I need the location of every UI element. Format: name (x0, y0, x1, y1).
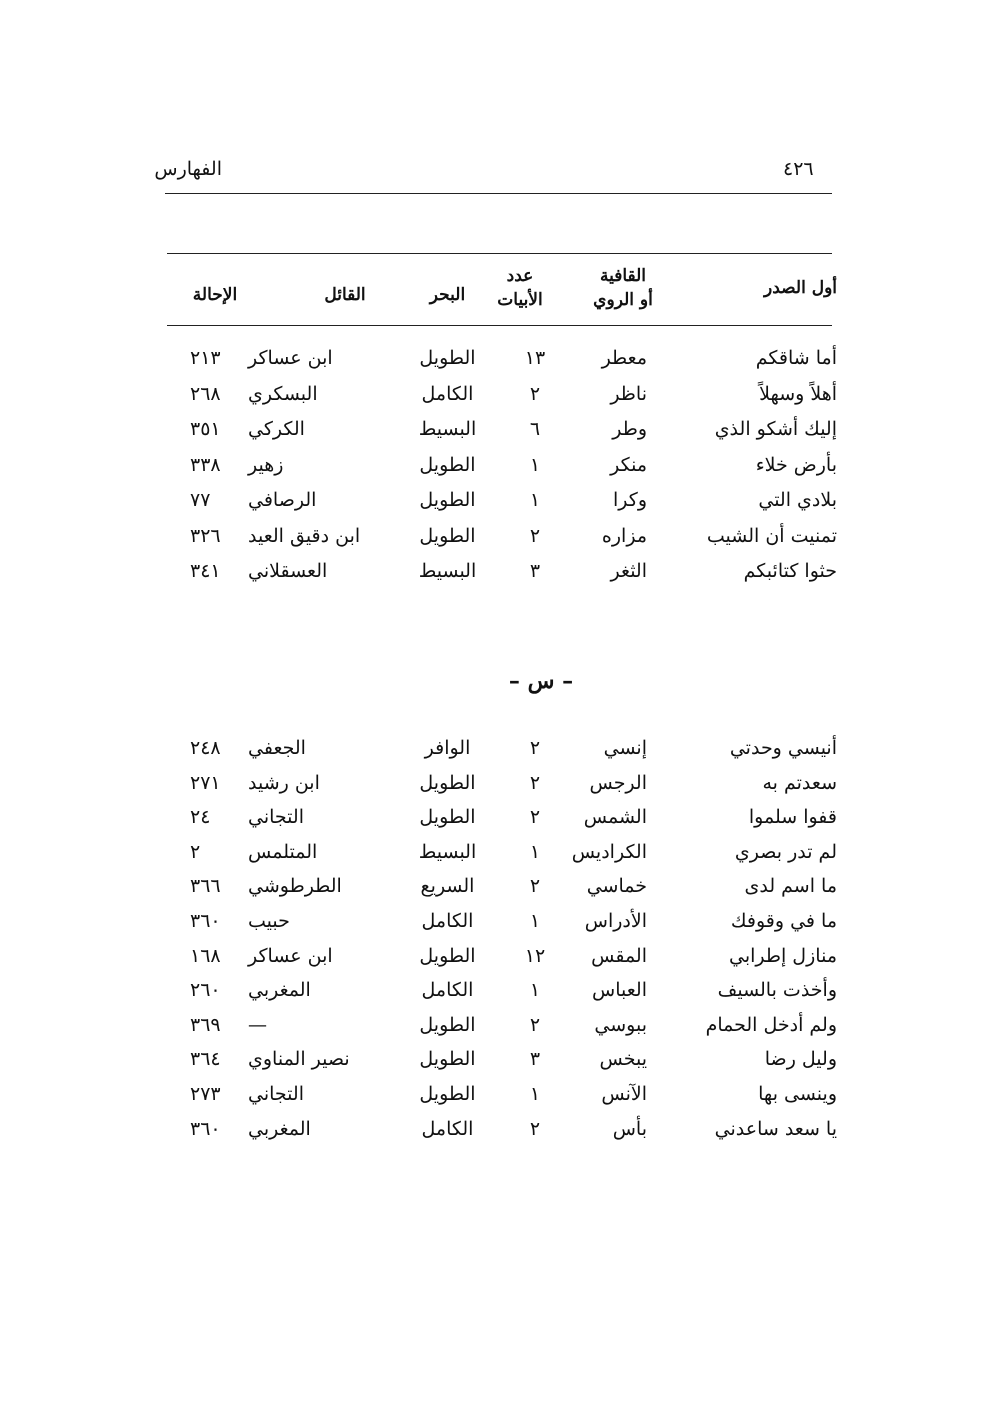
entry-qafiya: خماسي (586, 875, 647, 898)
entry-meter: الكامل (421, 910, 474, 932)
entry-page-ref: ١٦٨ (190, 944, 221, 967)
entry-sadr: أنيسي وحدتي (729, 737, 837, 759)
entry-qafiya: العباس (592, 979, 647, 1002)
entry-meter: الطويل (419, 453, 476, 476)
entry-poet: التجاني (248, 806, 304, 829)
entry-qafiya: الكراديس (571, 840, 647, 863)
entry-qafiya: الثغر (610, 560, 647, 582)
entry-qafiya: المقس (591, 944, 647, 967)
entry-page-ref: ٣٤١ (190, 560, 221, 582)
index-row (0, 869, 992, 903)
entry-sadr: لم تدر بصري (734, 840, 837, 863)
entry-meter: الوافر (424, 737, 471, 759)
entry-qafiya: بأس (612, 1117, 647, 1140)
entry-sadr: يا سعد ساعدني (714, 1117, 837, 1140)
entry-page-ref: ٢ (190, 840, 201, 863)
entry-meter: السريع (420, 875, 475, 898)
entry-sadr: وأخذت بالسيف (717, 979, 837, 1002)
entry-verse-count: ١ (529, 910, 541, 932)
index-row (0, 800, 992, 834)
entry-sadr: حثوا كتائبكم (743, 560, 837, 582)
running-header-title: الفهارس (154, 158, 222, 180)
page-number: ٤٢٦ (783, 158, 814, 180)
entry-sadr: سعدتم به (762, 771, 837, 794)
entry-qafiya: يبخس (599, 1048, 647, 1071)
entry-page-ref: ٢٦٠ (190, 979, 221, 1002)
entry-page-ref: ٣٦٠ (190, 1117, 221, 1140)
entry-poet: الكركي (248, 418, 305, 440)
entry-page-ref: ٢٦٨ (190, 382, 221, 405)
entry-poet: — (248, 1013, 267, 1036)
entry-sadr: ما اسم لدى (744, 875, 837, 898)
entry-qafiya: منكر (610, 453, 647, 476)
column-header-count-line2: الأبيات (497, 290, 543, 310)
entry-poet: ابن دقيق العيد (248, 524, 361, 547)
column-header-count (485, 264, 555, 312)
entry-verse-count: ١ (529, 840, 541, 863)
entry-sadr: بأرض خلاء (755, 453, 837, 476)
index-row (0, 973, 992, 1007)
entry-verse-count: ١٢ (524, 944, 546, 967)
entry-poet: ابن عساكر (248, 944, 333, 967)
entry-sadr: وينسى بها (758, 1083, 837, 1105)
entry-meter: الطويل (419, 806, 476, 829)
entry-poet: ابن رشيد (248, 771, 320, 794)
entry-page-ref: ٢٤٨ (190, 737, 221, 759)
index-row (0, 377, 992, 411)
index-row (0, 483, 992, 517)
entry-sadr: منازل إطرابي (728, 944, 837, 967)
entry-page-ref: ٢٤ (190, 806, 211, 829)
entry-meter: البسيط (418, 560, 477, 582)
column-header-sadr: أول الصدر (764, 278, 837, 298)
entry-sadr: إليك أشكو الذي (714, 418, 837, 440)
entry-meter: الطويل (419, 347, 476, 369)
index-row (0, 731, 992, 765)
table-top-rule (167, 253, 832, 254)
entry-qafiya: ببوسي (594, 1013, 647, 1036)
index-row (0, 448, 992, 482)
header-rule (165, 193, 832, 194)
entry-poet: المغربي (248, 979, 311, 1002)
entry-page-ref: ٣٦٠ (190, 910, 221, 932)
entry-poet: التجاني (248, 1083, 304, 1105)
column-header-qail: القائل (324, 285, 366, 305)
entry-sadr: بلادي التي (758, 489, 837, 511)
index-row (0, 904, 992, 938)
entry-verse-count: ٢ (529, 875, 541, 898)
entry-page-ref: ٣٢٦ (190, 524, 221, 547)
index-row (0, 835, 992, 869)
entry-qafiya: الآنس (601, 1083, 647, 1105)
column-header-qafiya-line2: أو الروي (593, 290, 653, 310)
entry-verse-count: ٣ (529, 560, 541, 582)
entry-page-ref: ٣٦٤ (190, 1048, 221, 1071)
entry-poet: حبيب (248, 910, 290, 932)
entry-meter: الطويل (419, 1013, 476, 1036)
index-row (0, 341, 992, 375)
entry-page-ref: ٢١٣ (190, 347, 221, 369)
entry-verse-count: ٢ (529, 737, 541, 759)
entry-qafiya: معطر (601, 347, 647, 369)
entry-poet: الطرطوشي (248, 875, 342, 898)
entry-verse-count: ١٣ (524, 347, 546, 369)
index-row (0, 939, 992, 973)
entry-page-ref: ٢٧١ (190, 771, 221, 794)
entry-verse-count: ١ (529, 489, 541, 511)
entry-meter: الطويل (419, 1048, 476, 1071)
entry-poet: المتلمس (248, 840, 318, 863)
entry-qafiya: وطر (612, 418, 647, 440)
entry-meter: الكامل (421, 382, 474, 405)
entry-meter: الكامل (421, 979, 474, 1002)
entry-verse-count: ٢ (529, 771, 541, 794)
entry-verse-count: ٢ (529, 1013, 541, 1036)
index-row (0, 412, 992, 446)
entry-verse-count: ١ (529, 979, 541, 1002)
entry-verse-count: ١ (529, 1083, 541, 1105)
entry-qafiya: مزاره (601, 524, 647, 547)
entry-meter: الطويل (419, 1083, 476, 1105)
entry-qafiya: الأدراس (584, 910, 647, 932)
entry-qafiya: إنسي (603, 737, 647, 759)
entry-page-ref: ٢٧٣ (190, 1083, 221, 1105)
index-row (0, 554, 992, 588)
index-row (0, 1008, 992, 1042)
entry-page-ref: ٣٣٨ (190, 453, 221, 476)
entry-page-ref: ٣٦٩ (190, 1013, 221, 1036)
index-row (0, 1112, 992, 1146)
column-header-bahr: البحر (429, 285, 466, 305)
index-row (0, 1042, 992, 1076)
entry-poet: نصير المناوي (248, 1048, 350, 1071)
index-row (0, 766, 992, 800)
entry-verse-count: ٢ (529, 806, 541, 829)
entry-meter: الطويل (419, 489, 476, 511)
entry-verse-count: ٢ (529, 1117, 541, 1140)
entry-verse-count: ٢ (529, 382, 541, 405)
column-header-ihala: الإحالة (192, 285, 238, 305)
entry-meter: البسيط (418, 418, 477, 440)
entry-meter: الطويل (419, 524, 476, 547)
entry-sadr: قفوا سلموا (748, 806, 837, 829)
entry-sadr: وليل رضا (764, 1048, 837, 1071)
entry-poet: الجعفي (248, 737, 306, 759)
entry-verse-count: ٦ (529, 418, 541, 440)
entry-verse-count: ٣ (529, 1048, 541, 1071)
entry-qafiya: الرجس (589, 771, 647, 794)
entry-poet: العسقلاني (248, 560, 328, 582)
entry-sadr: أهلاً وسهلاً (759, 382, 837, 405)
index-row (0, 1077, 992, 1111)
entry-sadr: ولم أدخل الحمام (705, 1013, 837, 1036)
column-header-qafiya-line1: القافية (599, 266, 647, 286)
entry-meter: البسيط (418, 840, 477, 863)
index-row (0, 519, 992, 553)
entry-page-ref: ٣٦٦ (190, 875, 221, 898)
entry-sadr: أما شاقكم (755, 347, 837, 369)
entry-qafiya: الشمس (583, 806, 647, 829)
entry-sadr: ما في وقوفك (730, 910, 837, 932)
section-heading-s: – س – (508, 668, 574, 694)
entry-page-ref: ٣٥١ (190, 418, 221, 440)
entry-poet: زهير (248, 453, 284, 476)
entry-verse-count: ١ (529, 453, 541, 476)
column-header-qafiya (568, 264, 678, 312)
column-header-count-line1: عدد (506, 266, 534, 286)
table-header-rule (167, 325, 832, 326)
entry-sadr: تمنيت أن الشيب (706, 524, 837, 547)
entry-poet: ابن عساكر (248, 347, 333, 369)
entry-meter: الطويل (419, 771, 476, 794)
entry-verse-count: ٢ (529, 524, 541, 547)
entry-page-ref: ٧٧ (190, 489, 211, 511)
entry-qafiya: ناظر (610, 382, 647, 405)
entry-poet: البسكري (248, 382, 318, 405)
entry-poet: الرصافي (248, 489, 317, 511)
entry-poet: المغربي (248, 1117, 311, 1140)
entry-meter: الطويل (419, 944, 476, 967)
entry-qafiya: وكرا (613, 489, 647, 511)
entry-meter: الكامل (421, 1117, 474, 1140)
